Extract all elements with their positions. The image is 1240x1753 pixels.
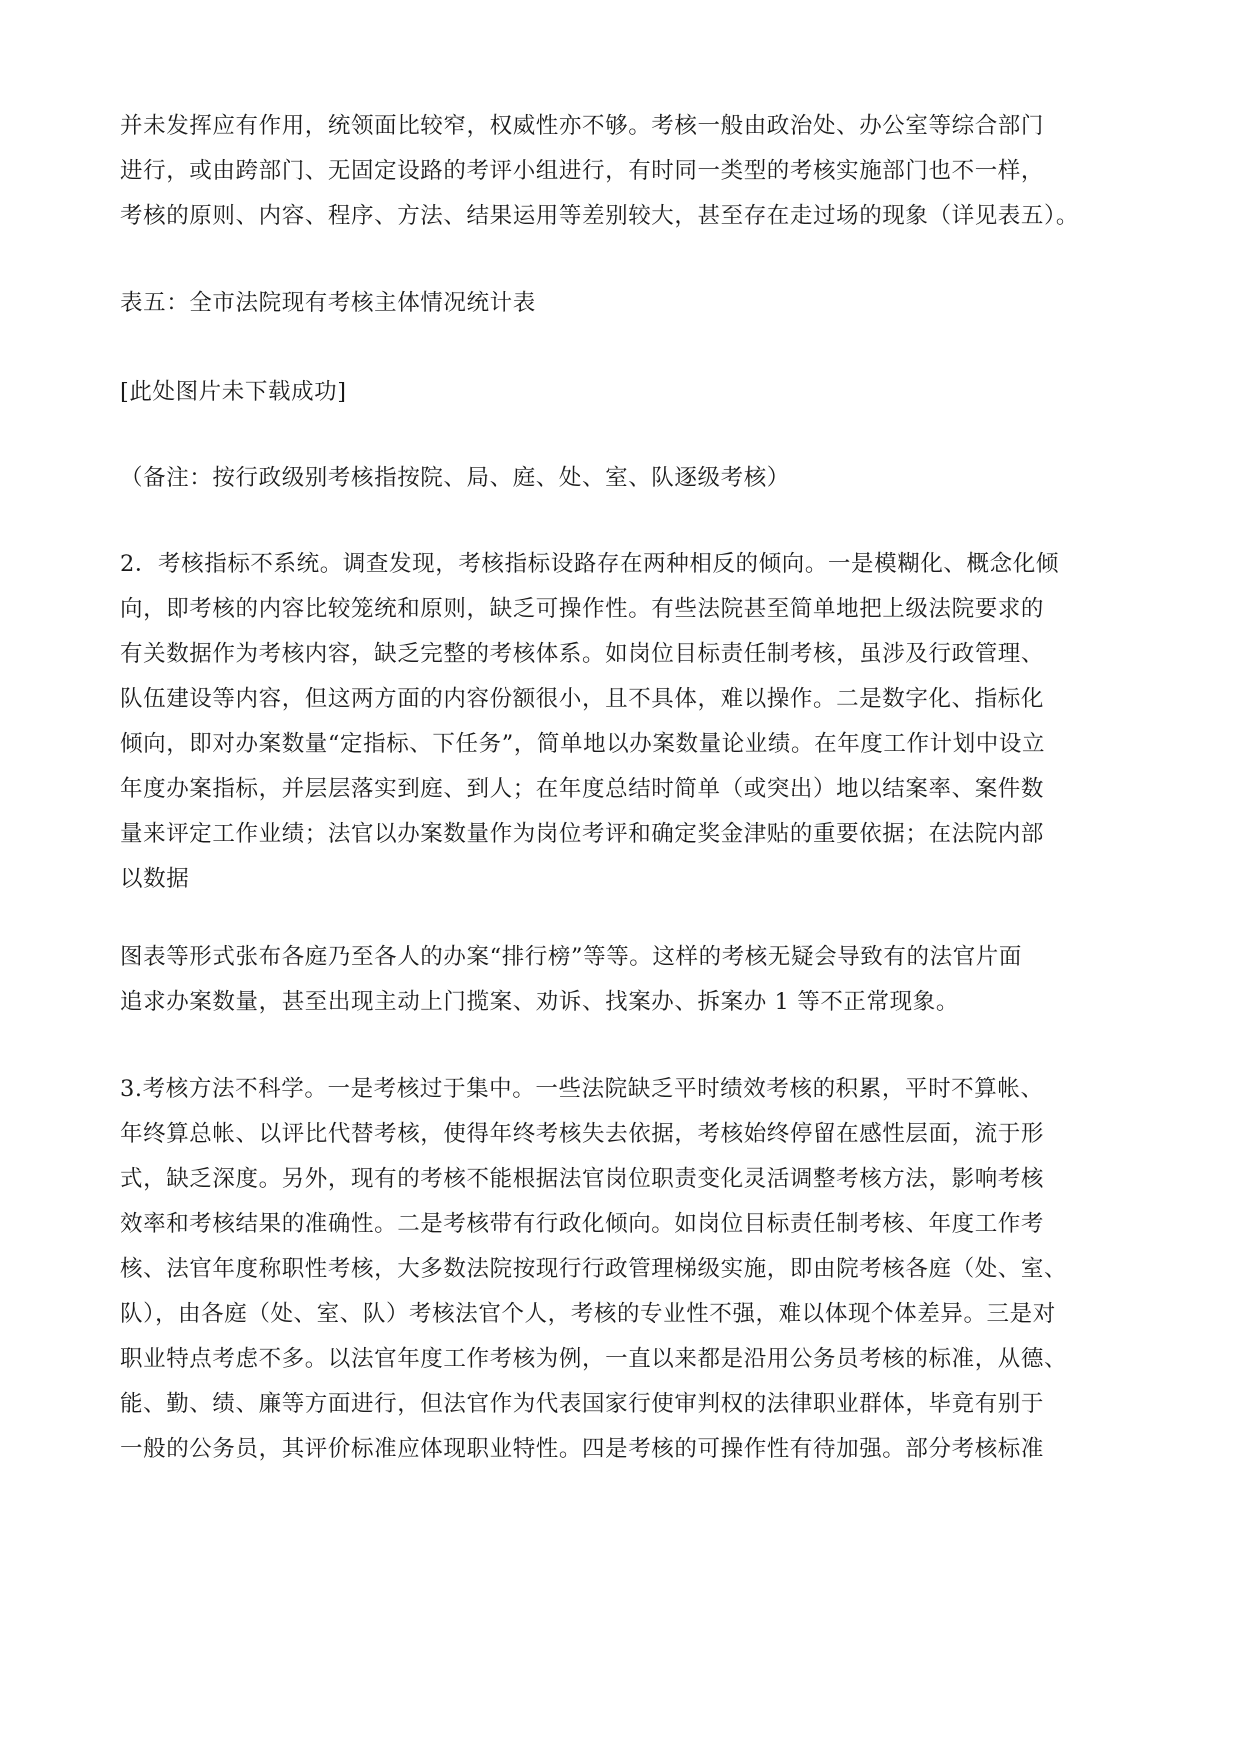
text-line: 效率和考核结果的准确性。二是考核带有行政化倾向。如岗位目标责任制考核、年度工作考	[120, 1211, 1045, 1237]
text-line: 有关数据作为考核内容，缺乏完整的考核体系。如岗位目标责任制考核，虽涉及行政管理、	[120, 641, 1045, 667]
text-line: 年终算总帐、以评比代替考核，使得年终考核失去依据，考核始终停留在感性层面，流于形	[120, 1121, 1045, 1147]
paragraph-assessment-subjects	[120, 104, 1123, 239]
table-caption: 表五：全市法院现有考核主体情况统计表	[120, 290, 536, 316]
text-line: 以数据	[120, 866, 190, 892]
image-placeholder: [此处图片未下载成功]	[120, 379, 347, 405]
text-line: 进行，或由跨部门、无固定设路的考评小组进行，有时同一类型的考核实施部门也不一样，	[120, 158, 1045, 184]
text-line: 向，即考核的内容比较笼统和原则，缺乏可操作性。有些法院甚至简单地把上级法院要求的	[120, 596, 1045, 622]
text-line: 队伍建设等内容，但这两方面的内容份额很小，且不具体，难以操作。二是数字化、指标化	[120, 686, 1045, 712]
text-line: 量来评定工作业绩；法官以办案数量作为岗位考评和确定奖金津贴的重要依据；在法院内部	[120, 821, 1045, 847]
paragraph-indicators	[120, 542, 1123, 902]
text-line: 职业特点考虑不多。以法官年度工作考核为例，一直以来都是沿用公务员考核的标准，从德、	[120, 1346, 1068, 1372]
paragraph-ranking-list	[120, 935, 1123, 1025]
text-line: 追求办案数量，甚至出现主动上门揽案、劝诉、找案办、拆案办 1 等不正常现象。	[120, 989, 959, 1015]
text-line: 2．考核指标不系统。调查发现，考核指标设路存在两种相反的倾向。一是模糊化、概念化倾	[120, 551, 1059, 577]
text-line: 年度办案指标，并层层落实到庭、到人；在年度总结时简单（或突出）地以结案率、案件数	[120, 776, 1045, 802]
text-line: 队），由各庭（处、室、队）考核法官个人，考核的专业性不强，难以体现个体差异。三是对	[120, 1301, 1056, 1327]
text-line: 核、法官年度称职性考核，大多数法院按现行行政管理梯级实施，即由院考核各庭（处、室、	[120, 1256, 1068, 1282]
paragraph-methods	[120, 1067, 1123, 1472]
text-line: 能、勤、绩、廉等方面进行，但法官作为代表国家行使审判权的法律职业群体，毕竟有别于	[120, 1391, 1045, 1417]
table-note: （备注：按行政级别考核指按院、局、庭、处、室、队逐级考核）	[120, 465, 790, 491]
text-line: 图表等形式张布各庭乃至各人的办案“排行榜”等等。这样的考核无疑会导致有的法官片面	[120, 944, 1023, 970]
text-line: 考核的原则、内容、程序、方法、结果运用等差别较大，甚至存在走过场的现象（详见表五）。	[120, 203, 1079, 229]
text-line: 并未发挥应有作用，统领面比较窄，权威性亦不够。考核一般由政治处、办公室等综合部门	[120, 113, 1045, 139]
text-line: 3.考核方法不科学。一是考核过于集中。一些法院缺乏平时绩效考核的积累，平时不算帐、	[120, 1076, 1044, 1102]
text-line: 式，缺乏深度。另外，现有的考核不能根据法官岗位职责变化灵活调整考核方法，影响考核	[120, 1166, 1045, 1192]
text-line: 倾向，即对办案数量“定指标、下任务”，简单地以办案数量论业绩。在年度工作计划中设立	[120, 731, 1046, 757]
text-line: 一般的公务员，其评价标准应体现职业特性。四是考核的可操作性有待加强。部分考核标准	[120, 1436, 1045, 1462]
